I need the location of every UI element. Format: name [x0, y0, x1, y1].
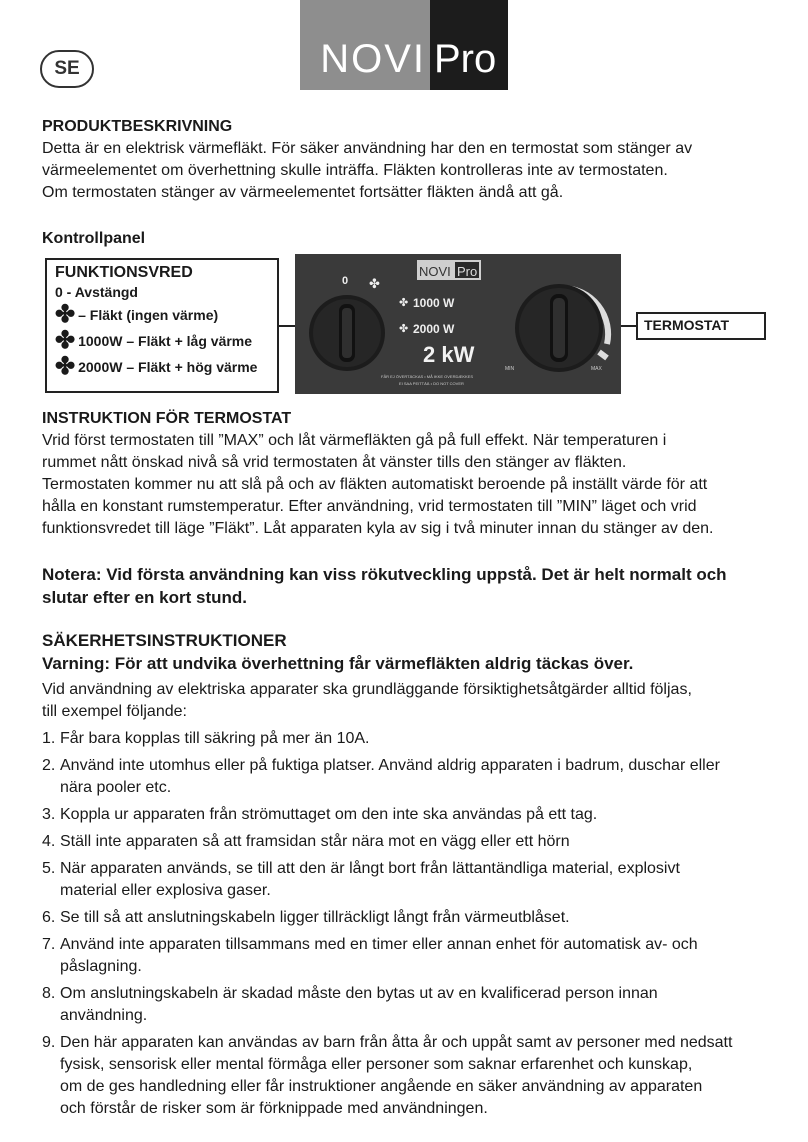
panel-logo-left: NOVI — [419, 264, 451, 279]
safety-item-number: 6. — [42, 909, 56, 926]
panel-warning-1: FÅR EJ ÖVERTÄCKAS • MÅ IKKE OVERDÆKKES — [381, 374, 474, 379]
safety-item-number: 4. — [42, 833, 56, 850]
safety-warning: Varning: För att undvika överhettning får värmefläkten aldrig täckas över. — [42, 654, 634, 673]
safety-item — [42, 907, 782, 929]
panel-label-min: MIN — [505, 366, 515, 372]
thermostat-line: hålla en konstant rumstemperatur. Efter användning, vrid termostaten till ”MIN” läget och vrid — [42, 498, 697, 515]
product-section — [42, 116, 772, 204]
panel-label-2kw: 2 kW — [423, 342, 475, 367]
safety-item-body — [60, 907, 570, 929]
product-line: Detta är en elektrisk värmefläkt. För säker användning har den en termostat som stänger av — [42, 140, 693, 157]
function-item-high — [55, 354, 269, 380]
safety-item-line: Använd inte apparaten tillsammans med en timer eller annan enhet för automatisk av- och — [60, 936, 698, 953]
function-item-fan — [55, 302, 269, 328]
thermostat-line: rummet nått önskad nivå så vrid termostaten åt vänster tills den stänger av fläkten. — [42, 454, 627, 471]
product-line: Om termostaten stänger av värmeelementet fortsätter fläkten ändå att gå. — [42, 184, 564, 201]
safety-item — [42, 858, 782, 902]
safety-item — [42, 983, 782, 1027]
safety-item-number: 2. — [42, 757, 56, 774]
fan-icon: ✤ — [55, 327, 76, 354]
safety-item-body — [60, 1032, 732, 1120]
safety-item-body — [60, 934, 698, 978]
safety-item-line: Får bara kopplas till säkring på mer än 10A. — [60, 730, 370, 747]
safety-item-line: och förstår de risker som är förknippade med användningen. — [60, 1100, 488, 1117]
safety-item-line: fysisk, sensorisk eller mental förmåga eller personer som saknar erfarenhet och kunskap, — [60, 1056, 693, 1073]
function-item-label: 1000W – Fläkt + låg värme — [78, 333, 253, 349]
safety-item-line: om de ges handledning eller får instruktioner angående en säker användning av apparaten — [60, 1078, 703, 1095]
note-line: Notera: Vid första användning kan viss rökutveckling uppstå. Det är helt normalt och — [42, 565, 727, 584]
panel-logo-right: Pro — [457, 264, 478, 279]
panel-label-zero: 0 — [342, 275, 349, 287]
safety-item-line: Se till så att anslutningskabeln ligger tillräckligt långt från värmeutblåset. — [60, 909, 570, 926]
panel-label-max: MAX — [591, 366, 602, 372]
panel-fan-icon: ✤ — [399, 322, 409, 335]
safety-item-line: Koppla ur apparaten från strömuttaget om den inte ska användas på ett tag. — [60, 806, 598, 823]
control-panel-svg — [295, 254, 621, 394]
safety-item-body — [60, 831, 570, 853]
safety-item — [42, 728, 782, 750]
function-legend-box — [45, 258, 279, 393]
safety-item — [42, 804, 782, 826]
safety-item-line: Den här apparaten kan användas av barn från åtta år och uppåt samt av personer med nedsatt — [60, 1034, 733, 1051]
thermostat-line: funktionsvredet till läge ”Fläkt”. Låt apparaten kyla av sig i två minuter innan du stänger av den. — [42, 520, 714, 537]
product-line: värmeelementet om överhettning skulle inträffa. Fläkten kontrolleras inte av termostaten. — [42, 162, 668, 179]
safety-item-line: Ställ inte apparaten så att framsidan står nära mot en vägg eller ett hörn — [60, 833, 570, 850]
safety-list — [42, 728, 782, 1120]
brand-logo — [300, 0, 508, 90]
safety-item-body — [60, 804, 597, 826]
control-panel-image — [295, 254, 621, 394]
function-item-label: 2000W – Fläkt + hög värme — [78, 359, 258, 375]
safety-heading: SÄKERHETSINSTRUKTIONER — [42, 631, 287, 650]
thermostat-line: Vrid först termostaten till ”MAX” och låt värmefläkten gå på full effekt. När temperaturen i — [42, 432, 667, 449]
function-item-label: – Fläkt (ingen värme) — [78, 307, 219, 323]
safety-item-line: användning. — [60, 1007, 148, 1024]
thermostat-label-box — [636, 312, 766, 340]
panel-label-1000w: 1000 W — [413, 296, 455, 310]
note-section — [42, 563, 782, 609]
safety-item — [42, 755, 782, 799]
safety-item-body — [60, 858, 680, 902]
safety-item-line: påslagning. — [60, 958, 142, 975]
function-item-label: 0 - Avstängd — [55, 284, 138, 300]
function-item-low — [55, 328, 269, 354]
panel-fan-icon: ✤ — [369, 277, 380, 292]
logo-text-pro: Pro — [430, 0, 508, 90]
safety-item-body — [60, 983, 658, 1027]
thermostat-line: Termostaten kommer nu att slå på och av fläkten automatiskt beroende på inställt värde för att — [42, 476, 708, 493]
safety-section — [42, 630, 782, 1125]
safety-item-number: 8. — [42, 985, 56, 1002]
safety-item-number: 3. — [42, 806, 56, 823]
control-panel-heading: Kontrollpanel — [42, 230, 146, 247]
safety-item-number: 9. — [42, 1034, 56, 1051]
fan-icon: ✤ — [55, 353, 76, 380]
thermostat-section — [42, 408, 782, 540]
safety-item-body — [60, 728, 369, 750]
note-line: slutar efter en kort stund. — [42, 588, 247, 607]
safety-item-number: 5. — [42, 860, 56, 877]
safety-item — [42, 831, 782, 853]
language-badge: SE — [40, 50, 94, 88]
thermostat-heading: INSTRUKTION FÖR TERMOSTAT — [42, 410, 292, 427]
safety-item-number: 1. — [42, 730, 56, 747]
logo-text-novi: NOVI — [300, 0, 430, 90]
fan-icon: ✤ — [55, 301, 76, 328]
safety-item-body — [60, 755, 720, 799]
safety-item-line: Använd inte utomhus eller på fuktiga platser. Använd aldrig apparaten i badrum, duschar eller — [60, 757, 720, 774]
panel-fan-icon: ✤ — [399, 296, 409, 309]
function-item-off — [55, 282, 269, 302]
thermostat-label: TERMOSTAT — [644, 317, 730, 333]
safety-item-line: Om anslutningskabeln är skadad måste den bytas ut av en kvalificerad person innan — [60, 985, 658, 1002]
safety-item — [42, 934, 782, 978]
safety-intro-line: till exempel följande: — [42, 703, 187, 720]
safety-item-line: material eller explosiva gaser. — [60, 882, 271, 899]
safety-item-number: 7. — [42, 936, 56, 953]
safety-item — [42, 1032, 782, 1120]
function-legend-title: FUNKTIONSVRED — [55, 264, 193, 281]
panel-warning-2: EI SAA PEITTÄÄ • DO NOT COVER — [399, 381, 464, 386]
safety-item-line: nära pooler etc. — [60, 779, 172, 796]
panel-label-2000w: 2000 W — [413, 322, 455, 336]
safety-intro-line: Vid användning av elektriska apparater ska grundläggande försiktighetsåtgärder alltid följas, — [42, 681, 692, 698]
safety-item-line: När apparaten används, se till att den är långt bort från lättantändliga material, explosivt — [60, 860, 680, 877]
product-heading: PRODUKTBESKRIVNING — [42, 118, 233, 135]
